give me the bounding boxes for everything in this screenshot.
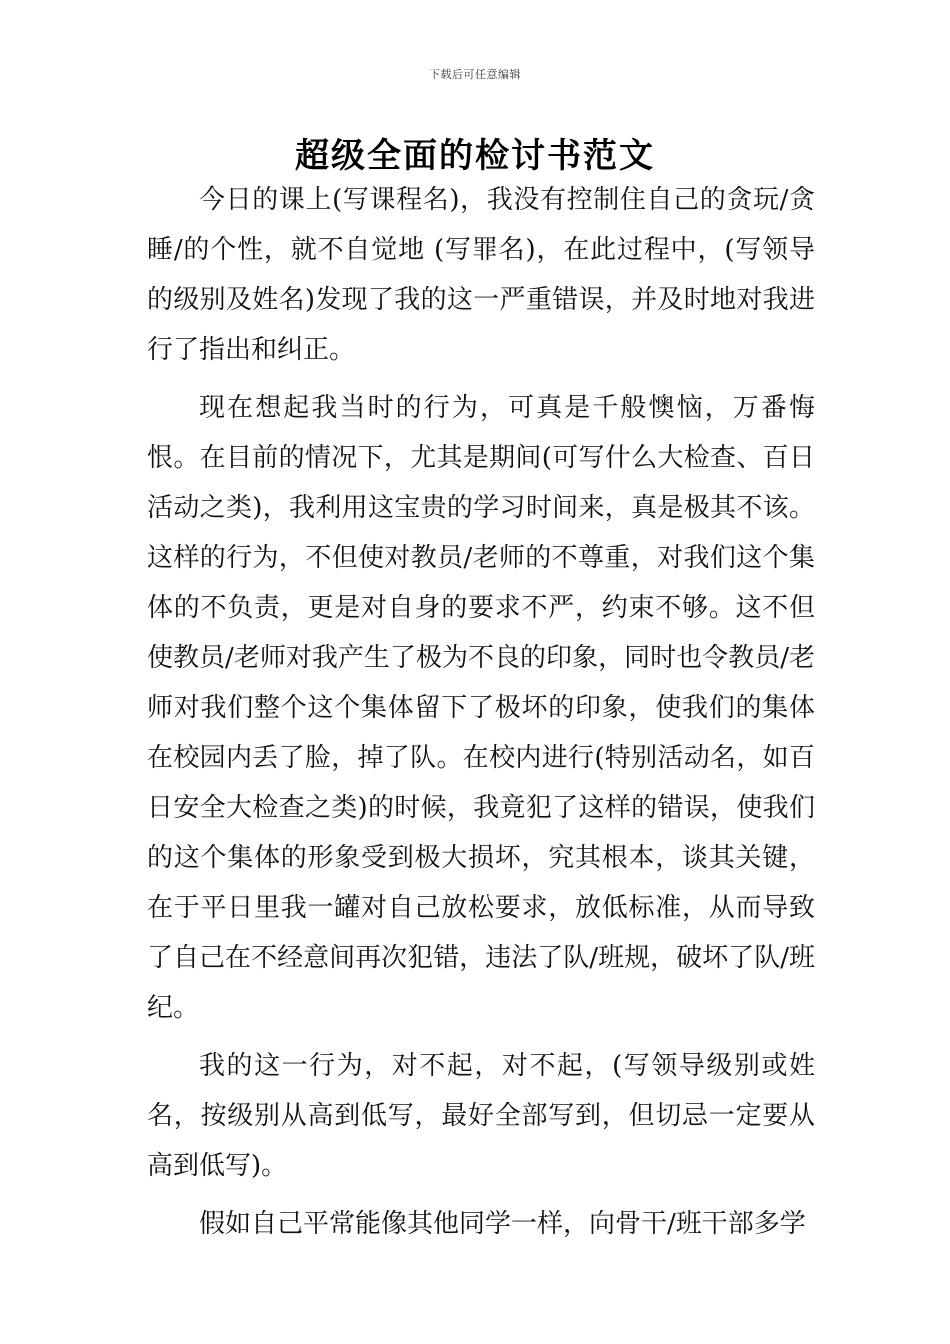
document-title: 超级全面的检讨书范文 bbox=[295, 136, 655, 176]
header-note: 下载后可任意编辑 bbox=[429, 68, 521, 81]
document-body bbox=[147, 175, 815, 1257]
paragraph-4: 假如自己平常能像其他同学一样，向骨干/班干部多学 bbox=[199, 1209, 806, 1239]
paragraph-1: 今日的课上(写课程名)，我没有控制住自己的贪玩/贪睡/的个性，就不自觉地 (写罪名)，在此过程中，(写领导的级别及姓名)发现了我的这一严重错误，并及时地对我进行了指出和纠正。 bbox=[147, 185, 815, 365]
paragraph-2: 现在想起我当时的行为，可真是千般懊恼，万番悔恨。在目前的情况下，尤其是期间(可写什么大检查、百日活动之类)，我利用这宝贵的学习时间来，真是极其不该。这样的行为，不但使对教员/老师的不尊重，对我们这个集体的不负责，更是对自身的要求不严，约束不够。这不但使教员/老师对我产生了极为不良的印象，同时也令教员/老师对我们整个这个集体留下了极坏的印象，使我们的集体在校园内丢了脸，掉了队。在校内进行(特别活动名，如百日安全大检查之类)的时候，我竟犯了这样的错误，使我们的这个集体的形象受到极大损坏，究其根本，谈其关键，在于平日里我一罐对自己放松要求，放低标准，从而导致了自己在不经意间再次犯错，违法了队/班规，破坏了队/班纪。 bbox=[147, 393, 815, 1023]
paragraph-3: 我的这一行为，对不起，对不起，(写领导级别或姓名，按级别从高到低写，最好全部写到，但切忌一定要从高到低写)。 bbox=[147, 1051, 815, 1181]
